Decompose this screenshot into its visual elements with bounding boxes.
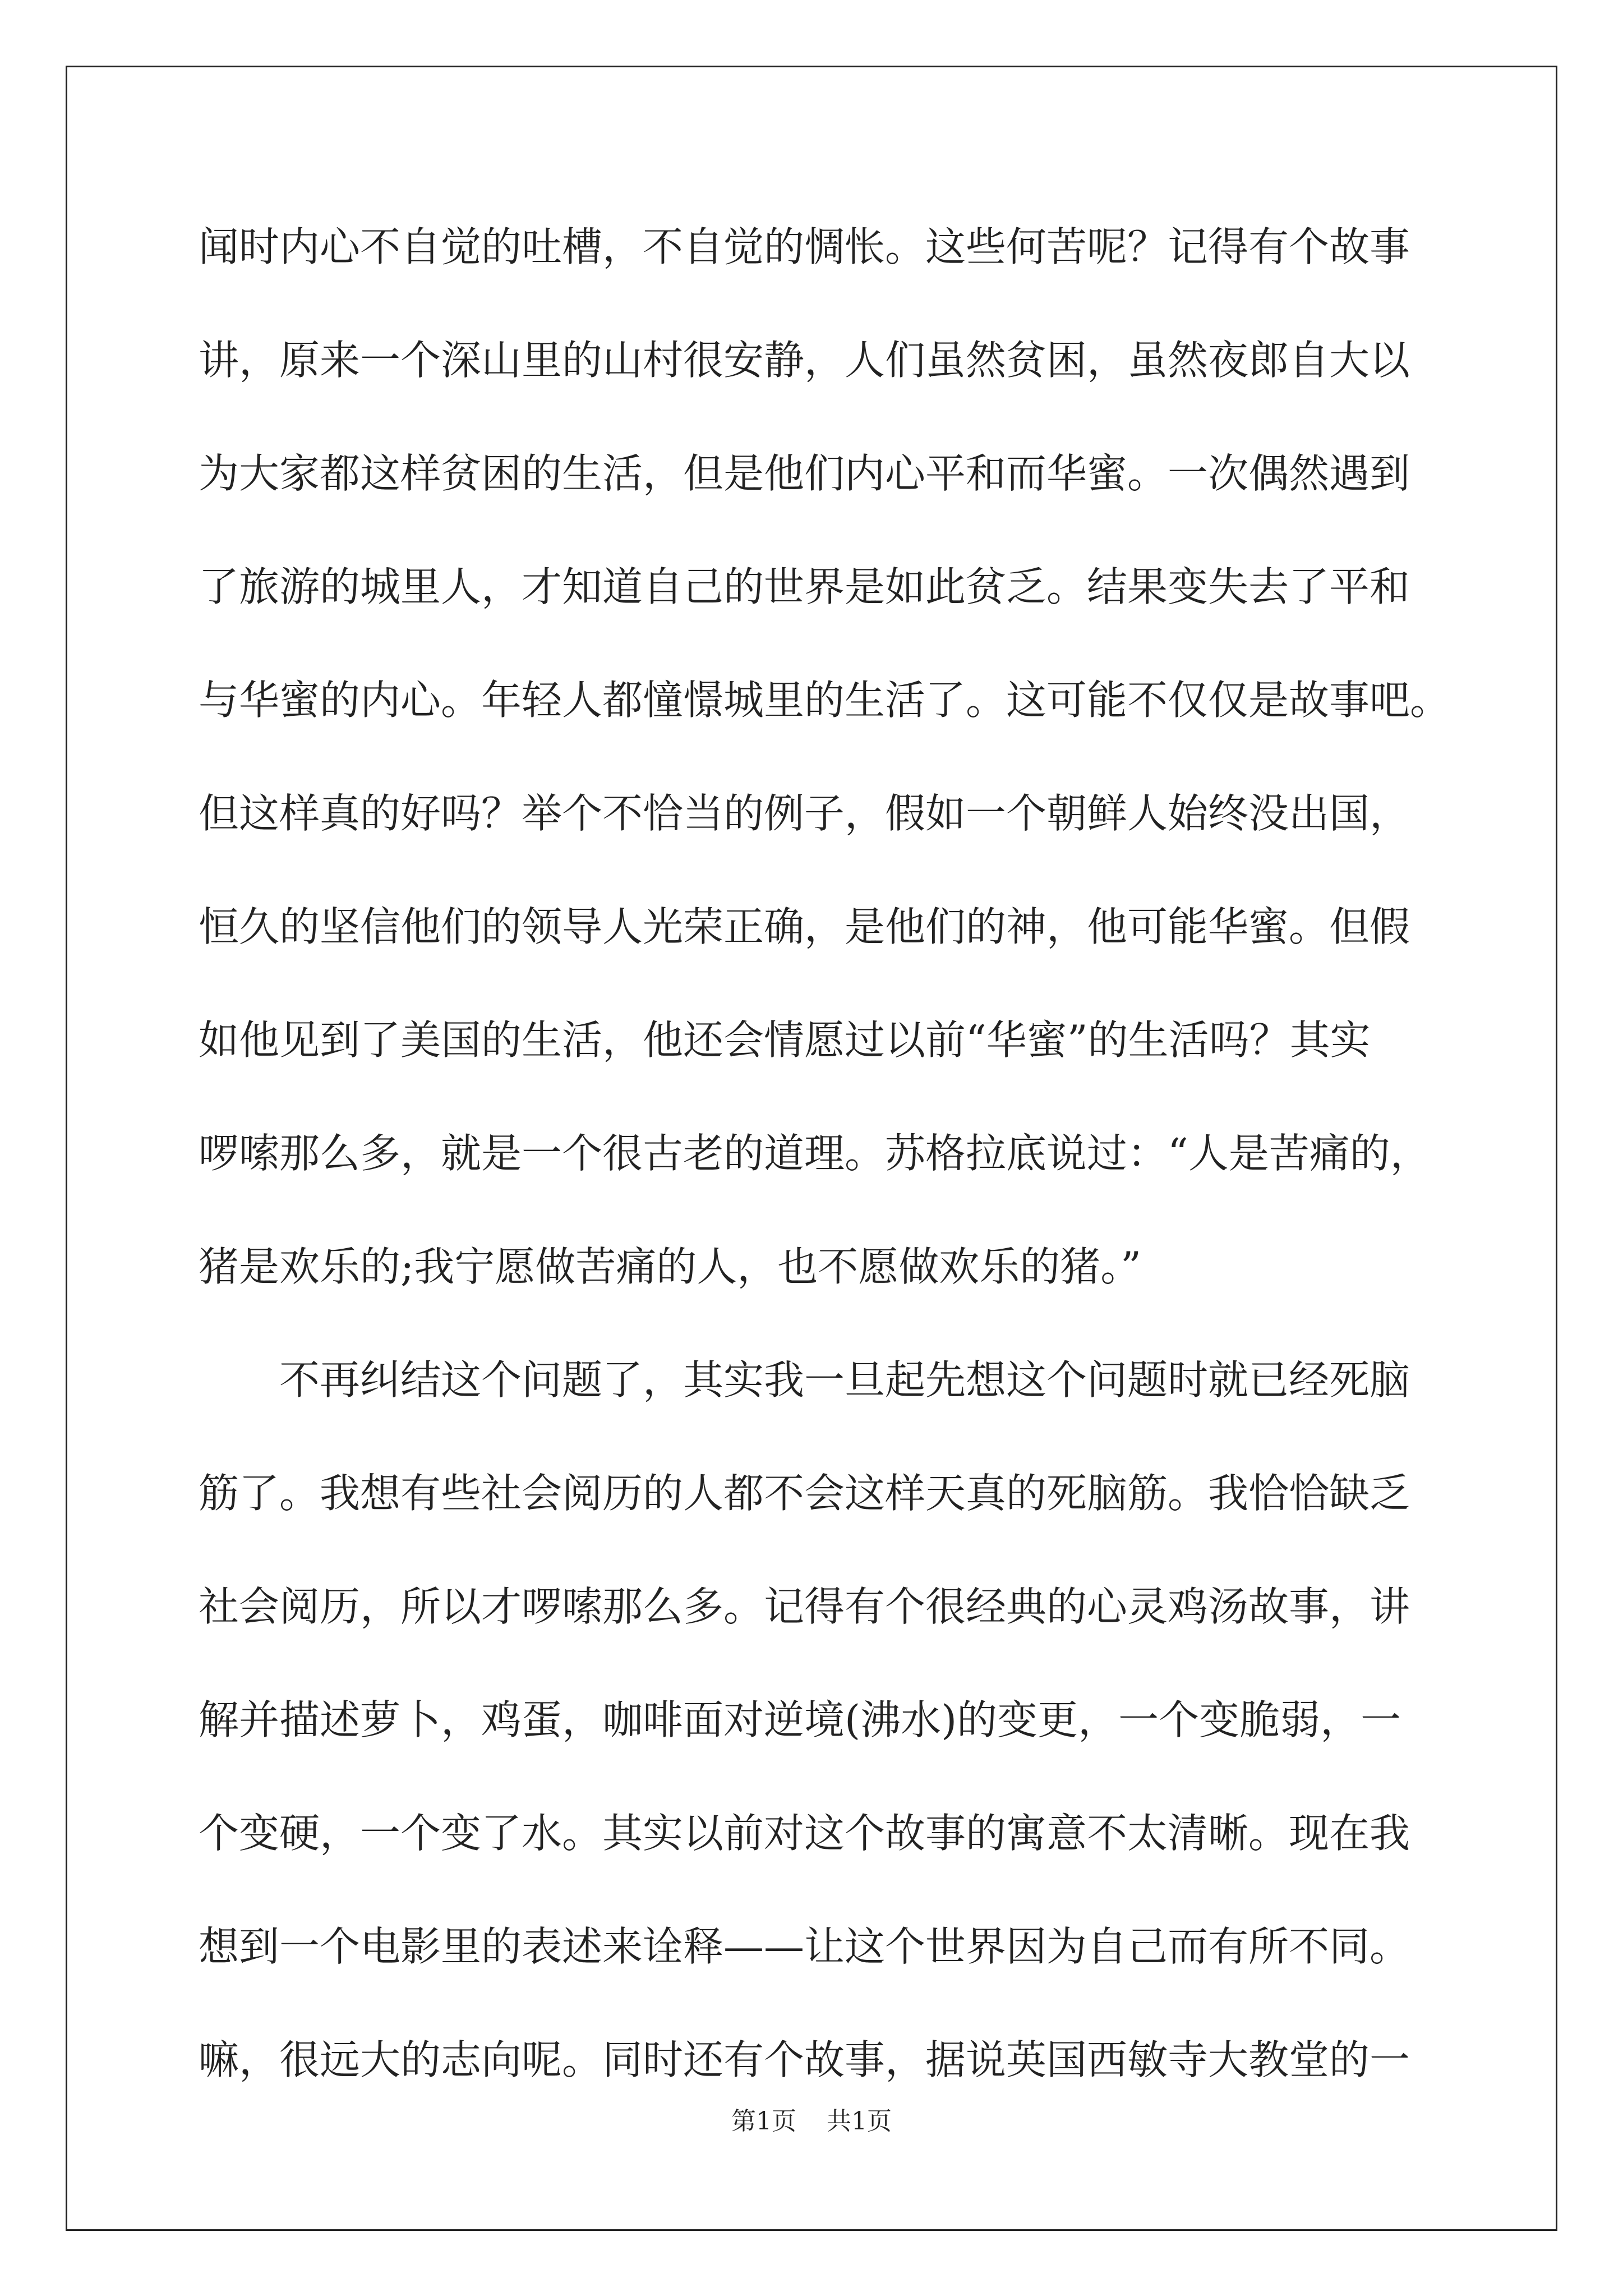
text-line: 想到一个电影里的表述来诠释——让这个世界因为自己而有所不同。 xyxy=(199,1923,1410,1970)
text-line: 不再纠结这个问题了，其实我一旦起先想这个问题时就已经死脑 xyxy=(199,1356,1410,1404)
text-line: 了旅游的城里人，才知道自己的世界是如此贫乏。结果变失去了平和 xyxy=(199,563,1410,610)
page-total: 共1页 xyxy=(827,2107,892,2136)
text-line: 社会阅历，所以才啰嗦那么多。记得有个很经典的心灵鸡汤故事，讲 xyxy=(199,1583,1410,1630)
text-line: 筋了。我想有些社会阅历的人都不会这样天真的死脑筋。我恰恰缺乏 xyxy=(199,1470,1410,1517)
text-line: 如他见到了美国的生活，他还会情愿过以前“华蜜”的生活吗？其实 xyxy=(199,1016,1371,1064)
page-number: 第1页 xyxy=(731,2107,796,2136)
text-line: 与华蜜的内心。年轻人都憧憬城里的生活了。这可能不仅仅是故事吧。 xyxy=(199,677,1451,724)
text-line: 猪是欢乐的;我宁愿做苦痛的人，也不愿做欢乐的猪。” xyxy=(199,1243,1142,1290)
text-line: 解并描述萝卜，鸡蛋，咖啡面对逆境(沸水)的变更，一个变脆弱，一 xyxy=(199,1696,1401,1743)
text-line: 为大家都这样贫困的生活，但是他们内心平和而华蜜。一次偶然遇到 xyxy=(199,450,1410,497)
text-line: 个变硬，一个变了水。其实以前对这个故事的寓意不太清晰。现在我 xyxy=(199,1810,1410,1857)
text-line: 恒久的坚信他们的领导人光荣正确，是他们的神，他可能华蜜。但假 xyxy=(199,903,1410,950)
text-line: 讲，原来一个深山里的山村很安静，人们虽然贫困，虽然夜郎自大以 xyxy=(199,337,1410,384)
text-line: 但这样真的好吗？举个不恰当的例子，假如一个朝鲜人始终没出国， xyxy=(199,790,1410,837)
text-line: 嘛，很远大的志向呢。同时还有个故事，据说英国西敏寺大教堂的一 xyxy=(199,2036,1410,2083)
page-footer xyxy=(0,2101,1623,2137)
document-body xyxy=(199,216,1451,2142)
text-line: 闻时内心不自觉的吐槽，不自觉的惆怅。这些何苦呢？记得有个故事 xyxy=(199,223,1410,270)
text-line: 啰嗦那么多，就是一个很古老的道理。苏格拉底说过：“人是苦痛的， xyxy=(199,1130,1431,1177)
